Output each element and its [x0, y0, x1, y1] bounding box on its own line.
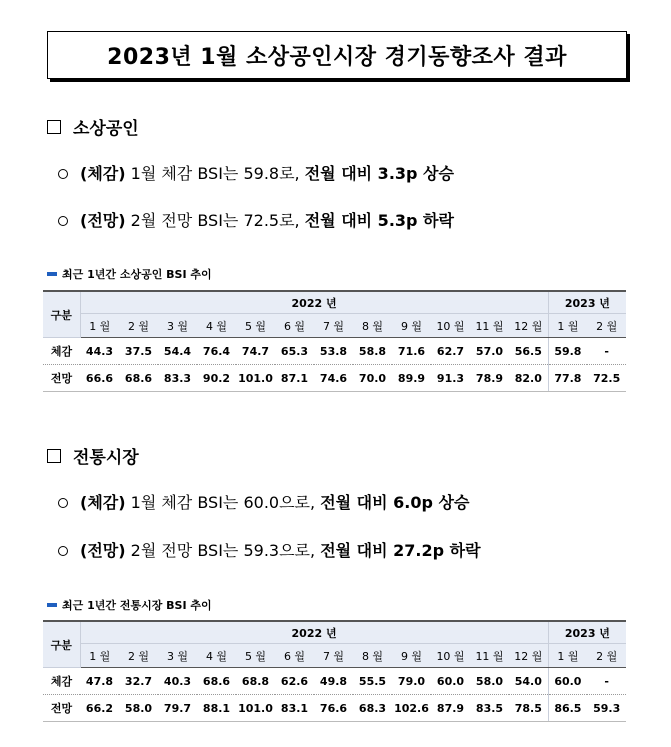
row-label: 체감: [43, 338, 80, 365]
value-cell: 54.0: [509, 668, 548, 695]
bullet-perceived: [58, 490, 469, 513]
month-header: 9 월: [392, 314, 431, 338]
bullet-bold-text: 전월 대비 5.3p 하락: [304, 211, 454, 230]
bullet-tag: (전망): [80, 211, 126, 230]
bullet-text: 2월 전망 BSI는 72.5로,: [125, 211, 305, 230]
value-cell: 55.5: [353, 668, 392, 695]
value-cell: 62.6: [275, 668, 314, 695]
value-cell: 66.6: [80, 365, 119, 392]
bsi-table-traditional-market: [43, 620, 626, 722]
month-header: 2 월: [587, 644, 626, 668]
value-cell: 79.0: [392, 668, 431, 695]
value-cell: 91.3: [431, 365, 470, 392]
value-cell: 74.6: [314, 365, 353, 392]
value-cell: 102.6: [392, 695, 431, 722]
value-cell: 83.1: [275, 695, 314, 722]
month-header: 6 월: [275, 314, 314, 338]
bullet-outlook: [58, 538, 481, 561]
value-cell: 53.8: [314, 338, 353, 365]
value-cell: 83.5: [470, 695, 509, 722]
value-cell: 70.0: [353, 365, 392, 392]
value-cell: 62.7: [431, 338, 470, 365]
value-cell: 68.6: [119, 365, 158, 392]
month-header: 12 월: [509, 314, 548, 338]
value-cell: 54.4: [158, 338, 197, 365]
month-header: 2 월: [119, 314, 158, 338]
month-header: 5 월: [236, 644, 275, 668]
row-label: 체감: [43, 668, 80, 695]
table-row: [43, 338, 626, 365]
table-caption: [47, 266, 212, 282]
bullet-text: 1월 체감 BSI는 59.8로,: [125, 164, 305, 183]
section-heading-traditional-market: [47, 443, 139, 468]
value-cell: 56.5: [509, 338, 548, 365]
month-header: 12 월: [509, 644, 548, 668]
circle-bullet-icon: [58, 216, 68, 226]
value-cell: 32.7: [119, 668, 158, 695]
bullet-text: 2월 전망 BSI는 59.3으로,: [125, 541, 321, 560]
section-heading-label: 소상공인: [73, 119, 139, 139]
value-cell: 68.6: [197, 668, 236, 695]
month-header: 1 월: [80, 644, 119, 668]
month-header: 9 월: [392, 644, 431, 668]
bullet-perceived: [58, 161, 454, 184]
circle-bullet-icon: [58, 169, 68, 179]
bullet-bold-text: 전월 대비 27.2p 하락: [320, 541, 481, 560]
value-cell: 78.9: [470, 365, 509, 392]
value-cell: 68.3: [353, 695, 392, 722]
month-header: 7 월: [314, 644, 353, 668]
table-caption: [47, 597, 212, 613]
value-cell: 83.3: [158, 365, 197, 392]
value-cell: 44.3: [80, 338, 119, 365]
month-header: 5 월: [236, 314, 275, 338]
caption-bar-icon: [47, 603, 57, 607]
section-heading-label: 전통시장: [73, 448, 139, 468]
value-cell: 60.0: [431, 668, 470, 695]
table-row: [43, 365, 626, 392]
row-header-cell: 구분: [43, 621, 80, 668]
month-header: 6 월: [275, 644, 314, 668]
value-cell: 76.4: [197, 338, 236, 365]
month-header: 2 월: [119, 644, 158, 668]
month-header: 8 월: [353, 644, 392, 668]
month-header: 3 월: [158, 314, 197, 338]
circle-bullet-icon: [58, 546, 68, 556]
value-cell: 57.0: [470, 338, 509, 365]
table-caption-text: 최근 1년간 전통시장 BSI 추이: [62, 599, 212, 612]
row-label: 전망: [43, 365, 80, 392]
value-cell: 101.0: [236, 695, 275, 722]
value-cell: 87.1: [275, 365, 314, 392]
value-cell: 71.6: [392, 338, 431, 365]
square-bullet-icon: [47, 120, 61, 134]
bullet-bold-text: 전월 대비 3.3p 상승: [304, 164, 454, 183]
square-bullet-icon: [47, 449, 61, 463]
month-header: 11 월: [470, 644, 509, 668]
month-header: 1 월: [548, 644, 587, 668]
value-cell: 77.8: [548, 365, 587, 392]
value-cell: 101.0: [236, 365, 275, 392]
bullet-tag: (체감): [80, 493, 126, 512]
value-cell: 58.0: [470, 668, 509, 695]
value-cell: 74.7: [236, 338, 275, 365]
value-cell: 89.9: [392, 365, 431, 392]
year-header-2023: 2023 년: [548, 291, 626, 314]
value-cell: 88.1: [197, 695, 236, 722]
value-cell: 65.3: [275, 338, 314, 365]
month-header: 7 월: [314, 314, 353, 338]
value-cell: 47.8: [80, 668, 119, 695]
value-cell: 90.2: [197, 365, 236, 392]
value-cell: 79.7: [158, 695, 197, 722]
bullet-outlook: [58, 208, 454, 231]
bullet-tag: (전망): [80, 541, 126, 560]
value-cell: 87.9: [431, 695, 470, 722]
value-cell: 58.0: [119, 695, 158, 722]
value-cell: 68.8: [236, 668, 275, 695]
table-row: [43, 695, 626, 722]
year-header-2022: 2022 년: [80, 291, 548, 314]
circle-bullet-icon: [58, 498, 68, 508]
row-label: 전망: [43, 695, 80, 722]
row-header-cell: 구분: [43, 291, 80, 338]
bullet-text: 1월 체감 BSI는 60.0으로,: [125, 493, 321, 512]
value-cell: 37.5: [119, 338, 158, 365]
value-cell: 49.8: [314, 668, 353, 695]
year-header-2022: 2022 년: [80, 621, 548, 644]
value-cell: 60.0: [548, 668, 587, 695]
value-cell: 59.8: [548, 338, 587, 365]
bullet-bold-text: 전월 대비 6.0p 상승: [320, 493, 470, 512]
month-header: 4 월: [197, 314, 236, 338]
caption-bar-icon: [47, 272, 57, 276]
bullet-tag: (체감): [80, 164, 126, 183]
value-cell: -: [587, 338, 626, 365]
document-title: 2023년 1월 소상공인시장 경기동향조사 결과: [107, 44, 567, 70]
month-header: 1 월: [80, 314, 119, 338]
value-cell: 59.3: [587, 695, 626, 722]
value-cell: 78.5: [509, 695, 548, 722]
value-cell: 58.8: [353, 338, 392, 365]
month-header: 3 월: [158, 644, 197, 668]
month-header: 4 월: [197, 644, 236, 668]
month-header: 2 월: [587, 314, 626, 338]
section-heading-small-business: [47, 114, 139, 139]
value-cell: 72.5: [587, 365, 626, 392]
bsi-table-small-business: [43, 290, 626, 392]
value-cell: 76.6: [314, 695, 353, 722]
table-caption-text: 최근 1년간 소상공인 BSI 추이: [62, 268, 212, 281]
table-row: [43, 668, 626, 695]
value-cell: 66.2: [80, 695, 119, 722]
month-header: 10 월: [431, 314, 470, 338]
year-header-2023: 2023 년: [548, 621, 626, 644]
month-header: 10 월: [431, 644, 470, 668]
month-header: 8 월: [353, 314, 392, 338]
document-title-box: [47, 31, 627, 79]
month-header: 1 월: [548, 314, 587, 338]
value-cell: 40.3: [158, 668, 197, 695]
value-cell: -: [587, 668, 626, 695]
month-header: 11 월: [470, 314, 509, 338]
value-cell: 86.5: [548, 695, 587, 722]
value-cell: 82.0: [509, 365, 548, 392]
